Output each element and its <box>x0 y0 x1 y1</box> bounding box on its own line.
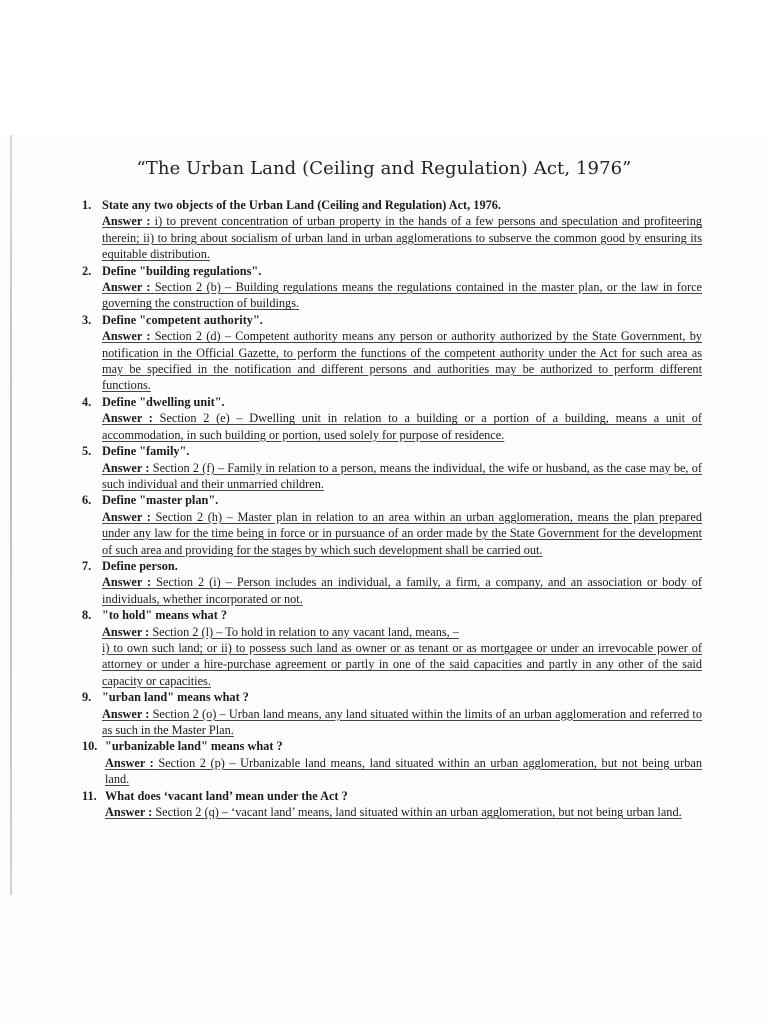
qa-item-8 <box>82 607 702 689</box>
question-number: 1. <box>82 198 92 212</box>
question-text: "urban land" means what ? <box>102 690 249 705</box>
qa-item-1 <box>82 197 702 263</box>
qa-item-3 <box>82 312 702 394</box>
answer-text <box>105 804 702 820</box>
qa-item-10 <box>82 738 702 787</box>
question-text: Define person. <box>102 558 178 573</box>
question-text: "urbanizable land" means what ? <box>105 739 283 754</box>
answer-label: Answer : <box>102 329 151 344</box>
question-text: State any two objects of the Urban Land (Ceiling and Regulation) Act, 1976. <box>102 198 501 212</box>
question-number: 9. <box>82 690 92 705</box>
answer-label: Answer : <box>102 706 150 721</box>
answer-label: Answer : <box>102 411 153 426</box>
answer-text <box>102 328 702 394</box>
answer-label: Answer : <box>105 805 153 820</box>
answer-body: Section 2 (o) – Urban land means, any land situated within the limits of an urban agglomeration and referred to as such in the Master Plan. <box>102 706 702 737</box>
answer-text <box>102 213 702 262</box>
answer-label: Answer : <box>102 214 151 229</box>
question-number: 4. <box>82 394 92 409</box>
question-number: 7. <box>82 558 92 573</box>
question-text: What does ‘vacant land’ mean under the Act ? <box>105 788 348 803</box>
qa-item-7 <box>82 558 702 607</box>
qa-item-5 <box>82 443 702 492</box>
page-top-margin <box>0 0 768 135</box>
answer-body: Section 2 (b) – Building regulations means the regulations contained in the master plan, or the law in force governing the construction of buildings. <box>102 280 703 311</box>
answer-label: Answer : <box>102 460 150 475</box>
answer-text <box>105 755 702 788</box>
answer-text <box>102 460 702 493</box>
answer-body: Section 2 (d) – Competent authority means any person or authority authorized by the State Government, by notification in the Official Gazette, to perform the functions of the competent authority under the Act for such area as may be specified in the notification and different persons and authorities may be authorized to perform different functions. <box>102 329 702 393</box>
question-number: 11. <box>82 788 97 803</box>
question-number: 8. <box>82 608 92 623</box>
answer-label: Answer : <box>102 575 152 590</box>
answer-label: Answer : <box>102 280 151 295</box>
answer-body: i) to prevent concentration of urban property in the hands of a few persons and speculation and profiteering therein; ii) to bring about socialism of urban land in urban agglomerations to subserve the common good by ensuring its equitable distribution. <box>102 214 703 262</box>
answer-body: Section 2 (i) – Person includes an individual, a family, a firm, a company, and an association or body of individuals, whether incorporated or not. <box>102 575 702 606</box>
answer-body: Section 2 (p) – Urbanizable land means, land situated within an urban agglomeration, but not being urban land. <box>105 755 703 787</box>
question-text: Define "dwelling unit". <box>102 394 225 409</box>
qa-item-4 <box>82 394 702 443</box>
question-text: "to hold" means what ? <box>102 608 228 623</box>
answer-text <box>102 279 702 312</box>
question-number: 10. <box>82 739 98 754</box>
answer-body: Section 2 (h) – Master plan in relation to an area within an urban agglomeration, means the plan prepared under any law for the time being in force or in pursuance of an order made by the State Government for the development of such area and providing for the stages by which such development shall be carried out. <box>102 509 703 557</box>
question-number: 3. <box>82 312 92 327</box>
question-number: 2. <box>82 263 92 278</box>
answer-text <box>102 574 702 607</box>
answer-text <box>102 706 702 739</box>
qa-item-11 <box>82 788 702 821</box>
qa-item-9 <box>82 689 702 738</box>
answer-label: Answer : <box>102 509 151 524</box>
qa-item-2 <box>82 263 702 312</box>
answer-label: Answer : <box>105 755 154 770</box>
question-text: Define "competent authority". <box>102 312 263 327</box>
question-number: 6. <box>82 493 92 508</box>
qa-list <box>82 197 702 820</box>
question-text: Define "master plan". <box>102 493 219 508</box>
answer-body: Section 2 (q) – ‘vacant land’ means, land situated within an urban agglomeration, but not being urban land. <box>155 805 682 820</box>
document-title: “The Urban Land (Ceiling and Regulation) Act, 1976” <box>136 158 632 179</box>
question-number: 5. <box>82 444 92 459</box>
answer-continuation: i) to own such land; or ii) to possess such land as owner or as tenant or as mortgagee or under an irrevocable power of attorney or under a hire-purchase agreement or partly in one of the said capacities and partly in any other of the said capacity or capacities. <box>102 640 702 688</box>
answer-text <box>102 410 702 443</box>
answer-body: Section 2 (f) – Family in relation to a person, means the individual, the wife or husband, as the case may be, of such individual and their unmarried children. <box>102 460 703 491</box>
question-text: Define "family". <box>102 444 190 459</box>
answer-text <box>102 624 702 640</box>
answer-text <box>102 509 702 558</box>
answer-body: Section 2 (l) – To hold in relation to any vacant land, means, – <box>152 624 459 639</box>
question-text: Define "building regulations". <box>102 263 262 278</box>
answer-body: Section 2 (e) – Dwelling unit in relation to a building or a portion of a building, means a unit of accommodation, in such building or portion, used solely for purpose of residence. <box>102 411 702 442</box>
answer-label: Answer : <box>102 624 150 639</box>
qa-item-6 <box>82 492 702 558</box>
scan-edge-line <box>10 135 12 895</box>
